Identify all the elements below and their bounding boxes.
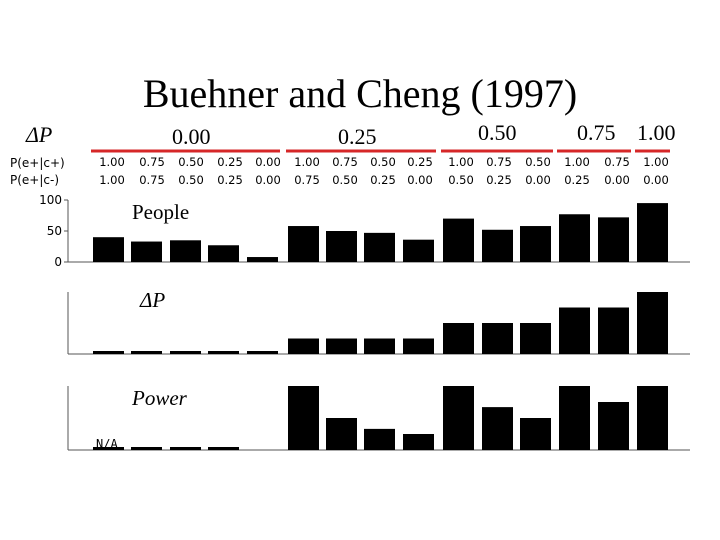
cond-minus-7: 0.25	[370, 173, 396, 187]
cond-plus-3: 0.25	[217, 155, 243, 169]
cond-minus-14: 0.00	[643, 173, 669, 187]
cond-minus-8: 0.00	[407, 173, 433, 187]
bar-0-13	[598, 217, 629, 262]
panel-label-power: Power	[132, 386, 187, 410]
cond-plus-4: 0.00	[255, 155, 281, 169]
group-label-2: 0.50	[478, 120, 517, 145]
bar-0-11	[520, 226, 551, 262]
bar-0-2	[170, 240, 201, 262]
cond-minus-9: 0.50	[448, 173, 474, 187]
bar-2-2	[170, 447, 201, 450]
bar-1-1	[131, 351, 162, 354]
cond-minus-6: 0.50	[332, 173, 358, 187]
bar-2-5	[288, 386, 319, 450]
cond-plus-6: 0.75	[332, 155, 358, 169]
bar-1-10	[482, 323, 513, 354]
bar-2-1	[131, 447, 162, 450]
cond-plus-11: 0.50	[525, 155, 551, 169]
bar-1-7	[364, 339, 395, 355]
bar-2-6	[326, 418, 357, 450]
bar-1-4	[247, 351, 278, 354]
bar-2-7	[364, 429, 395, 450]
ytick-label-0: 100	[39, 193, 62, 207]
cond-minus-10: 0.25	[486, 173, 512, 187]
bar-1-9	[443, 323, 474, 354]
cond-plus-13: 0.75	[604, 155, 630, 169]
cond-minus-12: 0.25	[564, 173, 590, 187]
bar-0-4	[247, 257, 278, 262]
bar-0-3	[208, 245, 239, 262]
bar-2-14	[637, 386, 668, 450]
bar-2-11	[520, 418, 551, 450]
panel-label-people: People	[132, 200, 190, 224]
bar-1-5	[288, 339, 319, 355]
row-label-p-minus: P(e+|c-)	[10, 173, 60, 187]
row-label-p-plus: P(e+|c+)	[10, 156, 65, 170]
cond-minus-13: 0.00	[604, 173, 630, 187]
bar-1-12	[559, 308, 590, 355]
cond-minus-2: 0.50	[178, 173, 204, 187]
bar-2-12	[559, 386, 590, 450]
cond-plus-10: 0.75	[486, 155, 512, 169]
group-label-0: 0.00	[172, 124, 211, 149]
bar-2-9	[443, 386, 474, 450]
bar-0-9	[443, 219, 474, 262]
bar-0-10	[482, 230, 513, 262]
bar-1-2	[170, 351, 201, 354]
bar-2-3	[208, 447, 239, 450]
bar-2-10	[482, 407, 513, 450]
cond-plus-2: 0.50	[178, 155, 204, 169]
cond-plus-9: 1.00	[448, 155, 474, 169]
group-label-4: 1.00	[637, 120, 676, 145]
cond-minus-4: 0.00	[255, 173, 281, 187]
cond-plus-7: 0.50	[370, 155, 396, 169]
bar-0-0	[93, 237, 124, 262]
bar-0-7	[364, 233, 395, 262]
cond-plus-1: 0.75	[139, 155, 165, 169]
bar-1-14	[637, 292, 668, 354]
delta-p-heading: ΔP	[26, 122, 53, 147]
na-label: N/A	[96, 437, 118, 451]
bar-0-6	[326, 231, 357, 262]
bar-0-12	[559, 214, 590, 262]
cond-minus-3: 0.25	[217, 173, 243, 187]
panel-label-delta-p: ΔP	[140, 288, 166, 312]
cond-plus-0: 1.00	[99, 155, 125, 169]
cond-plus-12: 1.00	[564, 155, 590, 169]
cond-plus-5: 1.00	[294, 155, 320, 169]
cond-minus-0: 1.00	[99, 173, 125, 187]
chart-title: Buehner and Cheng (1997)	[142, 71, 578, 116]
group-label-1: 0.25	[338, 124, 377, 149]
bar-1-8	[403, 339, 434, 355]
ytick-label-2: 0	[54, 255, 62, 269]
bar-0-14	[637, 203, 668, 262]
bar-2-8	[403, 434, 434, 450]
bar-1-3	[208, 351, 239, 354]
cond-minus-11: 0.00	[525, 173, 551, 187]
bar-0-8	[403, 240, 434, 262]
bar-0-1	[131, 242, 162, 262]
ytick-label-1: 50	[46, 224, 62, 238]
cond-plus-14: 1.00	[643, 155, 669, 169]
group-label-3: 0.75	[577, 120, 616, 145]
bar-1-6	[326, 339, 357, 355]
bar-1-11	[520, 323, 551, 354]
bar-1-0	[93, 351, 124, 354]
bar-1-13	[598, 308, 629, 355]
bar-0-5	[288, 226, 319, 262]
cond-plus-8: 0.25	[407, 155, 433, 169]
cond-minus-5: 0.75	[294, 173, 320, 187]
bar-2-13	[598, 402, 629, 450]
cond-minus-1: 0.75	[139, 173, 165, 187]
